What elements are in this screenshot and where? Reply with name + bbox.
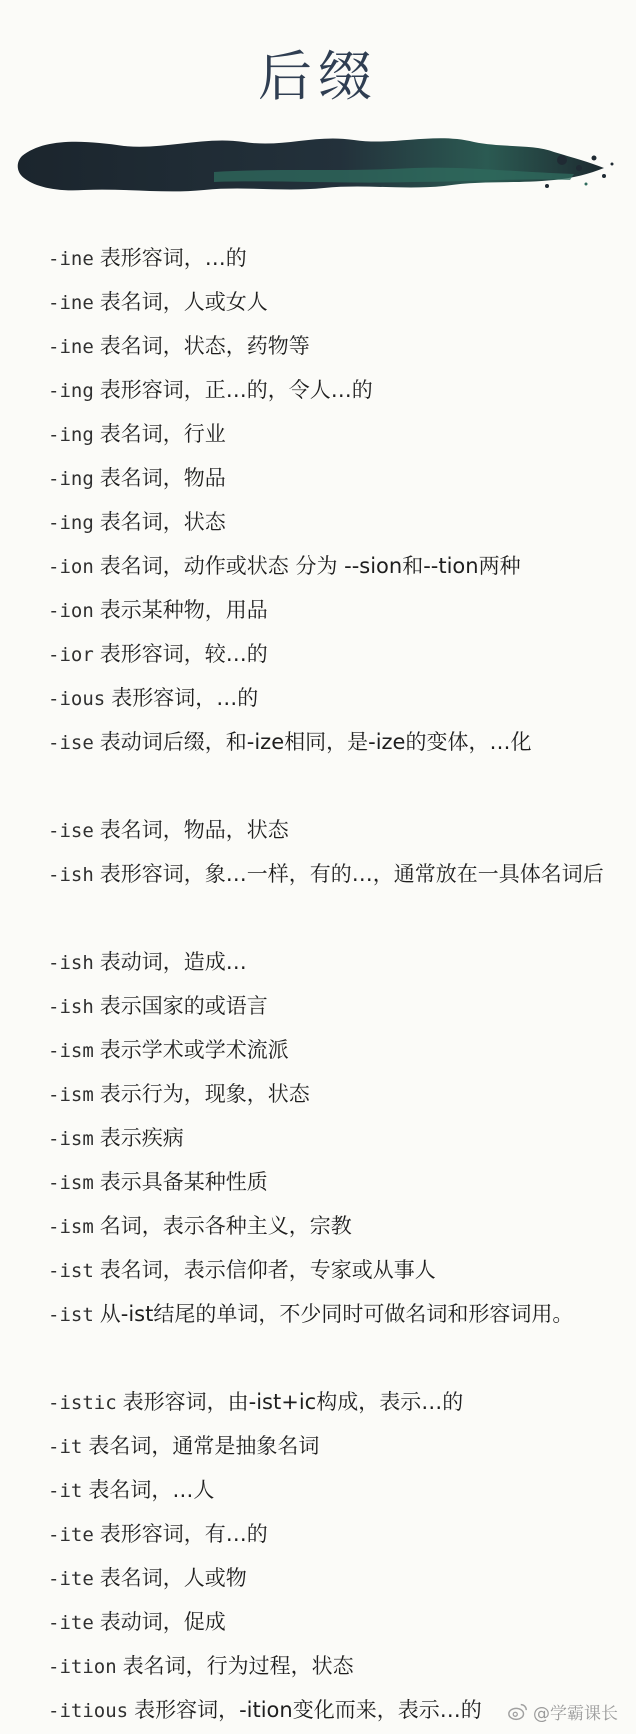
list-item: [48, 1644, 628, 1688]
list-item: [48, 984, 628, 1028]
suffix-label: -ior: [48, 644, 94, 666]
suffix-label: -ist: [48, 1260, 94, 1282]
list-item: [48, 676, 628, 720]
suffix-label: -ite: [48, 1568, 94, 1590]
suffix-description: 表形容词，较…的: [99, 642, 268, 666]
suffix-description: 表名词，物品，状态: [99, 818, 289, 842]
suffix-label: -ise: [48, 820, 94, 842]
suffix-label: -it: [48, 1480, 83, 1502]
list-item: [48, 1204, 628, 1248]
suffix-description: 表形容词，有…的: [99, 1522, 268, 1546]
suffix-description: 表名词，…人: [88, 1478, 215, 1502]
list-item: [48, 368, 628, 412]
suffix-description: 表形容词，正…的，令人…的: [99, 378, 373, 402]
list-item: [48, 1556, 628, 1600]
suffix-description: 表示具备某种性质: [99, 1170, 268, 1194]
suffix-label: -ish: [48, 864, 94, 886]
suffix-description: 表名词，人或物: [99, 1566, 247, 1590]
suffix-description: 表名词，行为过程，状态: [122, 1654, 354, 1678]
suffix-label: -ise: [48, 732, 94, 754]
suffix-label: -ious: [48, 688, 106, 710]
list-item: [48, 280, 628, 324]
suffix-description: 从-ist结尾的单词，不少同时可做名词和形容词用。: [99, 1302, 574, 1326]
suffix-label: -ition: [48, 1656, 117, 1678]
list-item: [48, 412, 628, 456]
suffix-label: -ism: [48, 1128, 94, 1150]
list-item: [48, 544, 628, 588]
suffix-description: 表名词，人或女人: [99, 290, 268, 314]
suffix-label: -ite: [48, 1612, 94, 1634]
suffix-description: 表名词，动作或状态 分为 --sion和--tion两种: [99, 554, 521, 578]
weibo-icon: [507, 1701, 529, 1723]
suffix-label: -ine: [48, 336, 94, 358]
suffix-description: 表动词，促成: [99, 1610, 226, 1634]
suffix-description: 表示学术或学术流派: [99, 1038, 289, 1062]
list-item: [48, 632, 628, 676]
list-item: [48, 1292, 628, 1380]
list-item: [48, 1512, 628, 1556]
list-item: [48, 588, 628, 632]
suffix-description: 表名词，表示信仰者，专家或从事人: [99, 1258, 436, 1282]
suffix-label: -ine: [48, 248, 94, 270]
suffix-label: -ism: [48, 1216, 94, 1238]
list-item: [48, 1424, 628, 1468]
suffix-description: 表名词，状态，药物等: [99, 334, 310, 358]
suffix-label: -ish: [48, 996, 94, 1018]
list-item: [48, 1600, 628, 1644]
list-item: [48, 236, 628, 280]
suffix-label: -ism: [48, 1084, 94, 1106]
suffix-description: 表动词，造成…: [99, 950, 247, 974]
list-item: [48, 720, 628, 808]
suffix-description: 表名词，状态: [99, 510, 226, 534]
suffix-description: 表名词，通常是抽象名词: [88, 1434, 320, 1458]
suffix-description: 表名词，行业: [99, 422, 226, 446]
list-item: [48, 808, 628, 852]
suffix-label: -ite: [48, 1524, 94, 1546]
suffix-description: 表形容词，象…一样，有的…，通常放在一具体名词后: [99, 862, 604, 886]
suffix-description: 表形容词，-ition变化而来，表示…的: [134, 1698, 482, 1722]
suffix-description: 名词，表示各种主义，宗教: [99, 1214, 352, 1238]
suffix-label: -istic: [48, 1392, 117, 1414]
list-item: [48, 1380, 628, 1424]
suffix-list: [48, 236, 628, 1732]
suffix-label: -ish: [48, 952, 94, 974]
suffix-label: -itious: [48, 1700, 129, 1722]
suffix-label: -ing: [48, 468, 94, 490]
suffix-description: 表名词，物品: [99, 466, 226, 490]
brush-stroke-divider: [14, 128, 622, 208]
list-item: [48, 1028, 628, 1072]
list-item: [48, 1248, 628, 1292]
list-item: [48, 852, 628, 940]
suffix-label: -ism: [48, 1040, 94, 1062]
list-item: [48, 1116, 628, 1160]
suffix-description: 表形容词，…的: [111, 686, 259, 710]
suffix-label: -ion: [48, 600, 94, 622]
suffix-label: -ism: [48, 1172, 94, 1194]
list-item: [48, 456, 628, 500]
suffix-label: -ing: [48, 380, 94, 402]
watermark-text: @学霸课长: [533, 1704, 618, 1724]
list-item: [48, 940, 628, 984]
suffix-description: 表形容词，由-ist+ic构成，表示…的: [122, 1390, 464, 1414]
list-item: [48, 1160, 628, 1204]
suffix-description: 表示行为，现象，状态: [99, 1082, 310, 1106]
list-item: [48, 1468, 628, 1512]
suffix-label: -ing: [48, 424, 94, 446]
suffix-label: -ion: [48, 556, 94, 578]
suffix-description: 表示某种物，用品: [99, 598, 268, 622]
list-item: [48, 1072, 628, 1116]
suffix-label: -ing: [48, 512, 94, 534]
suffix-description: 表动词后缀，和-ize相同，是-ize的变体，…化: [99, 730, 532, 754]
suffix-description: 表形容词，…的: [99, 246, 247, 270]
suffix-label: -ine: [48, 292, 94, 314]
suffix-description: 表示国家的或语言: [99, 994, 268, 1018]
list-item: [48, 500, 628, 544]
suffix-label: -ist: [48, 1304, 94, 1326]
page-title: 后缀: [258, 45, 378, 108]
suffix-label: -it: [48, 1436, 83, 1458]
watermark: [507, 1699, 618, 1724]
list-item: [48, 324, 628, 368]
suffix-description: 表示疾病: [99, 1126, 184, 1150]
